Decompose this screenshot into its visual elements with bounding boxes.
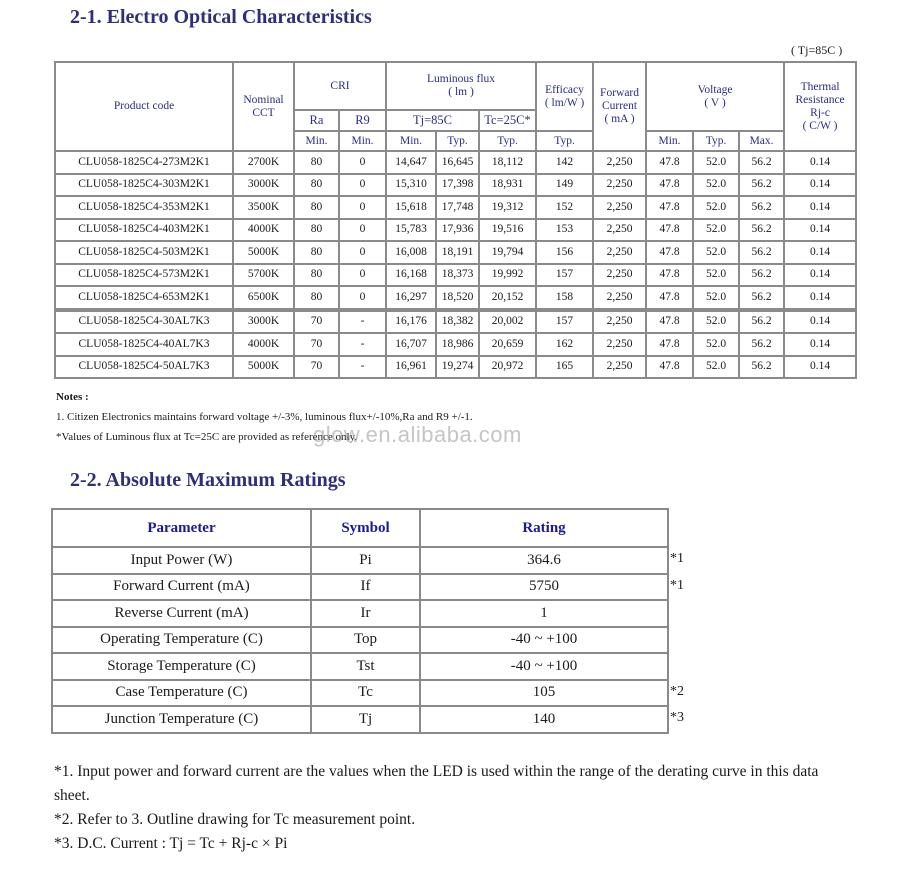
footnotes-block [54, 760, 834, 856]
cell-voltage-typ: 52.0 [693, 356, 739, 379]
table-row [55, 286, 856, 310]
header-cri: CRI [294, 62, 386, 110]
cell-rating: 1 [420, 600, 668, 627]
cell-nominal-cct: 5000K [233, 241, 294, 264]
cell-cri-ra: 80 [294, 286, 339, 310]
cell-parameter: Input Power (W) [52, 547, 311, 574]
header-product-code: Product code [55, 62, 233, 151]
cell-forward-current: 2,250 [593, 286, 646, 310]
cell-voltage-max: 56.2 [739, 333, 784, 356]
cell-cri-ra: 80 [294, 196, 339, 219]
cell-thermal-resistance: 0.14 [784, 174, 856, 197]
cell-nominal-cct: 5000K [233, 356, 294, 379]
cell-flux-min: 15,310 [386, 174, 436, 197]
cell-parameter: Forward Current (mA) [52, 574, 311, 601]
absolute-max-ratings-table [51, 508, 669, 734]
cell-forward-current: 2,250 [593, 174, 646, 197]
cell-voltage-max: 56.2 [739, 286, 784, 310]
cell-voltage-max: 56.2 [739, 174, 784, 197]
cell-voltage-max: 56.2 [739, 151, 784, 174]
cell-efficacy: 165 [536, 356, 593, 379]
cell-voltage-typ: 52.0 [693, 241, 739, 264]
cell-flux-min: 16,008 [386, 241, 436, 264]
cell-flux-typ: 17,398 [436, 174, 479, 197]
cell-forward-current: 2,250 [593, 219, 646, 242]
cell-cri-r9: - [339, 333, 386, 356]
cell-voltage-typ: 52.0 [693, 151, 739, 174]
cell-symbol: Top [311, 627, 420, 654]
cell-cri-r9: 0 [339, 286, 386, 310]
footnote-mark: *1 [670, 551, 684, 566]
cell-flux-min: 16,176 [386, 310, 436, 334]
table-row [55, 356, 856, 379]
cell-parameter: Reverse Current (mA) [52, 600, 311, 627]
table-row [52, 627, 668, 654]
cell-voltage-typ: 52.0 [693, 219, 739, 242]
electro-optical-table-body [55, 151, 856, 378]
table-row [52, 706, 668, 733]
cell-forward-current: 2,250 [593, 264, 646, 287]
footnote-1: *1. Input power and forward current are the values when the LED is used within the range of the derating curve in this data sheet. [54, 763, 819, 804]
cell-symbol: Tst [311, 653, 420, 680]
cell-cri-r9: 0 [339, 241, 386, 264]
footnote-3: *3. D.C. Current : Tj = Tc + Rj-c × Pi [54, 835, 288, 852]
cell-thermal-resistance: 0.14 [784, 219, 856, 242]
cell-forward-current: 2,250 [593, 333, 646, 356]
cell-voltage-typ: 52.0 [693, 196, 739, 219]
cell-symbol: Tj [311, 706, 420, 733]
absolute-max-ratings-body [52, 547, 668, 733]
cell-product-code: CLU058-1825C4-40AL7K3 [55, 333, 233, 356]
header-min: Min. [339, 131, 386, 151]
cell-voltage-max: 56.2 [739, 310, 784, 334]
table-row [55, 264, 856, 287]
cell-thermal-resistance: 0.14 [784, 310, 856, 334]
cell-symbol: Tc [311, 680, 420, 707]
cell-thermal-resistance: 0.14 [784, 333, 856, 356]
section-title-absolute-max: 2-2. Absolute Maximum Ratings [70, 469, 346, 491]
header-rating: Rating [420, 509, 668, 547]
cell-flux-tc25-typ: 20,002 [479, 310, 536, 334]
cell-voltage-max: 56.2 [739, 264, 784, 287]
cell-rating: 5750 [420, 574, 668, 601]
cell-cri-ra: 80 [294, 264, 339, 287]
cell-voltage-min: 47.8 [646, 264, 693, 287]
cell-rating: -40 ~ +100 [420, 627, 668, 654]
cell-efficacy: 153 [536, 219, 593, 242]
table-row [52, 680, 668, 707]
cell-flux-typ: 16,645 [436, 151, 479, 174]
cell-rating: 105 [420, 680, 668, 707]
table-row [52, 600, 668, 627]
header-symbol: Symbol [311, 509, 420, 547]
cell-flux-tc25-typ: 19,516 [479, 219, 536, 242]
cell-thermal-resistance: 0.14 [784, 241, 856, 264]
cell-voltage-min: 47.8 [646, 286, 693, 310]
cell-efficacy: 158 [536, 286, 593, 310]
cell-flux-typ: 18,191 [436, 241, 479, 264]
cell-thermal-resistance: 0.14 [784, 151, 856, 174]
cell-cri-ra: 70 [294, 356, 339, 379]
header-max: Max. [739, 131, 784, 151]
cell-cri-ra: 80 [294, 174, 339, 197]
cell-voltage-typ: 52.0 [693, 174, 739, 197]
cell-flux-min: 14,647 [386, 151, 436, 174]
cell-flux-min: 15,618 [386, 196, 436, 219]
cell-voltage-max: 56.2 [739, 241, 784, 264]
cell-parameter: Operating Temperature (C) [52, 627, 311, 654]
table-row [55, 241, 856, 264]
cell-voltage-max: 56.2 [739, 219, 784, 242]
cell-rating: -40 ~ +100 [420, 653, 668, 680]
table-row [55, 219, 856, 242]
cell-cri-ra: 80 [294, 151, 339, 174]
header-typ: Typ. [436, 131, 479, 151]
cell-product-code: CLU058-1825C4-573M2K1 [55, 264, 233, 287]
cell-cri-r9: 0 [339, 264, 386, 287]
cell-parameter: Junction Temperature (C) [52, 706, 311, 733]
cell-voltage-typ: 52.0 [693, 310, 739, 334]
table-row [55, 174, 856, 197]
cell-nominal-cct: 5700K [233, 264, 294, 287]
cell-product-code: CLU058-1825C4-353M2K1 [55, 196, 233, 219]
cell-product-code: CLU058-1825C4-273M2K1 [55, 151, 233, 174]
header-forward-current: Forward Current ( mA ) [593, 62, 646, 151]
note-line-2: *Values of Luminous flux at Tc=25C are provided as reference only. [56, 431, 358, 443]
electro-optical-table [54, 61, 857, 379]
header-parameter: Parameter [52, 509, 311, 547]
cell-flux-min: 16,168 [386, 264, 436, 287]
cell-voltage-min: 47.8 [646, 241, 693, 264]
cell-voltage-max: 56.2 [739, 356, 784, 379]
cell-flux-min: 15,783 [386, 219, 436, 242]
header-min: Min. [646, 131, 693, 151]
section-title-electro-optical: 2-1. Electro Optical Characteristics [70, 6, 372, 28]
cell-cri-r9: 0 [339, 174, 386, 197]
notes-title: Notes : [56, 391, 89, 403]
cell-rating: 364.6 [420, 547, 668, 574]
cell-forward-current: 2,250 [593, 241, 646, 264]
header-voltage: Voltage ( V ) [646, 62, 784, 131]
cell-product-code: CLU058-1825C4-503M2K1 [55, 241, 233, 264]
header-tj85: Tj=85C [386, 110, 479, 131]
cell-cri-r9: 0 [339, 196, 386, 219]
cell-voltage-max: 56.2 [739, 196, 784, 219]
cell-product-code: CLU058-1825C4-50AL7K3 [55, 356, 233, 379]
cell-flux-tc25-typ: 20,659 [479, 333, 536, 356]
header-r9: R9 [339, 110, 386, 131]
table-row [55, 310, 856, 334]
cell-nominal-cct: 4000K [233, 219, 294, 242]
cell-nominal-cct: 6500K [233, 286, 294, 310]
cell-flux-min: 16,297 [386, 286, 436, 310]
cell-forward-current: 2,250 [593, 310, 646, 334]
cell-flux-tc25-typ: 19,992 [479, 264, 536, 287]
table-row [52, 653, 668, 680]
cell-cri-ra: 80 [294, 219, 339, 242]
cell-symbol: Pi [311, 547, 420, 574]
cell-flux-typ: 19,274 [436, 356, 479, 379]
header-tc25: Tc=25C* [479, 110, 536, 131]
cell-flux-tc25-typ: 20,972 [479, 356, 536, 379]
cell-efficacy: 162 [536, 333, 593, 356]
cell-nominal-cct: 4000K [233, 333, 294, 356]
cell-cri-ra: 80 [294, 241, 339, 264]
cell-forward-current: 2,250 [593, 151, 646, 174]
header-nominal-cct: Nominal CCT [233, 62, 294, 151]
cell-nominal-cct: 3000K [233, 310, 294, 334]
header-ra: Ra [294, 110, 339, 131]
header-typ: Typ. [479, 131, 536, 151]
note-line-1: 1. Citizen Electronics maintains forward voltage +/-3%, luminous flux+/-10%,Ra and R9 +/-1. [56, 411, 473, 423]
header-thermal-resistance: Thermal Resistance Rj-c ( C/W ) [784, 62, 856, 151]
cell-voltage-typ: 52.0 [693, 333, 739, 356]
footnote-mark: *1 [670, 577, 684, 593]
cell-thermal-resistance: 0.14 [784, 286, 856, 310]
cell-flux-typ: 17,936 [436, 219, 479, 242]
cell-forward-current: 2,250 [593, 356, 646, 379]
cell-voltage-typ: 52.0 [693, 264, 739, 287]
cell-thermal-resistance: 0.14 [784, 196, 856, 219]
cell-product-code: CLU058-1825C4-303M2K1 [55, 174, 233, 197]
cell-flux-tc25-typ: 19,312 [479, 196, 536, 219]
cell-efficacy: 152 [536, 196, 593, 219]
header-typ: Typ. [536, 131, 593, 151]
cell-voltage-typ: 52.0 [693, 286, 739, 310]
cell-flux-typ: 18,382 [436, 310, 479, 334]
cell-voltage-min: 47.8 [646, 310, 693, 334]
footnote-mark: *2 [670, 683, 684, 699]
cell-parameter: Storage Temperature (C) [52, 653, 311, 680]
table-row [55, 333, 856, 356]
table-row [52, 547, 668, 574]
cell-symbol: If [311, 574, 420, 601]
cell-thermal-resistance: 0.14 [784, 264, 856, 287]
cell-flux-typ: 18,986 [436, 333, 479, 356]
cell-symbol: Ir [311, 600, 420, 627]
cell-nominal-cct: 3000K [233, 174, 294, 197]
cell-cri-r9: - [339, 356, 386, 379]
footnote-2: *2. Refer to 3. Outline drawing for Tc measurement point. [54, 811, 416, 828]
cell-flux-min: 16,961 [386, 356, 436, 379]
cell-flux-min: 16,707 [386, 333, 436, 356]
cell-voltage-min: 47.8 [646, 151, 693, 174]
cell-flux-typ: 18,520 [436, 286, 479, 310]
cell-nominal-cct: 2700K [233, 151, 294, 174]
cell-efficacy: 149 [536, 174, 593, 197]
cell-voltage-min: 47.8 [646, 196, 693, 219]
table-row [55, 196, 856, 219]
condition-note: ( Tj=85C ) [791, 43, 843, 57]
cell-cri-ra: 70 [294, 310, 339, 334]
cell-nominal-cct: 3500K [233, 196, 294, 219]
cell-efficacy: 157 [536, 264, 593, 287]
cell-efficacy: 142 [536, 151, 593, 174]
cell-product-code: CLU058-1825C4-30AL7K3 [55, 310, 233, 334]
cell-flux-tc25-typ: 18,931 [479, 174, 536, 197]
cell-voltage-min: 47.8 [646, 356, 693, 379]
table-row [55, 151, 856, 174]
cell-rating: 140 [420, 706, 668, 733]
cell-flux-tc25-typ: 19,794 [479, 241, 536, 264]
cell-thermal-resistance: 0.14 [784, 356, 856, 379]
header-efficacy: Efficacy ( lm/W ) [536, 62, 593, 131]
header-luminous-flux: Luminous flux ( lm ) [386, 62, 536, 110]
header-min: Min. [294, 131, 339, 151]
header-typ: Typ. [693, 131, 739, 151]
cell-flux-tc25-typ: 18,112 [479, 151, 536, 174]
cell-voltage-min: 47.8 [646, 333, 693, 356]
cell-cri-r9: 0 [339, 151, 386, 174]
cell-cri-r9: 0 [339, 219, 386, 242]
cell-parameter: Case Temperature (C) [52, 680, 311, 707]
cell-product-code: CLU058-1825C4-403M2K1 [55, 219, 233, 242]
cell-efficacy: 156 [536, 241, 593, 264]
header-min: Min. [386, 131, 436, 151]
cell-cri-ra: 70 [294, 333, 339, 356]
cell-cri-r9: - [339, 310, 386, 334]
cell-flux-tc25-typ: 20,152 [479, 286, 536, 310]
watermark: glow.en.alibaba.com [313, 422, 522, 447]
cell-flux-typ: 18,373 [436, 264, 479, 287]
cell-product-code: CLU058-1825C4-653M2K1 [55, 286, 233, 310]
table-row [52, 574, 668, 601]
footnote-mark: *3 [670, 710, 684, 725]
cell-efficacy: 157 [536, 310, 593, 334]
cell-voltage-min: 47.8 [646, 174, 693, 197]
cell-voltage-min: 47.8 [646, 219, 693, 242]
cell-forward-current: 2,250 [593, 196, 646, 219]
cell-flux-typ: 17,748 [436, 196, 479, 219]
